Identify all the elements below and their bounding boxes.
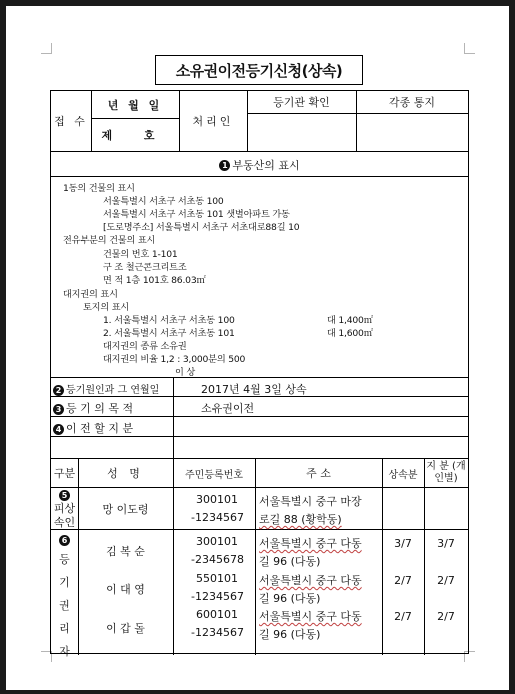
heir-portion: 2/7	[437, 573, 455, 587]
property-line: 건물의 번호 1-101	[103, 249, 178, 260]
property-line: 서울특별시 서초구 서초동 100	[103, 196, 224, 207]
property-header	[51, 154, 468, 176]
process-label: 처리인	[192, 115, 234, 128]
share-label: 이 전 할 지 분	[66, 422, 134, 435]
purpose-value: 소유권이전	[201, 402, 255, 415]
document-page	[6, 6, 509, 690]
col-portion-header: 지 분 (개인별)	[426, 461, 466, 484]
heir-address-line2: 길 96 (다동)	[259, 592, 321, 605]
col-address-header: 주 소	[306, 467, 331, 480]
heir-id-line1: 600101	[196, 608, 238, 621]
land-area-1: 대 1,400㎡	[327, 315, 373, 326]
circled-number-5-icon: 5	[59, 490, 70, 501]
property-line: 구 조 철근콘크리트조	[103, 262, 187, 273]
document-title: 소유권이전등기신청(상속)	[155, 55, 363, 85]
col-share-header: 상속분	[388, 469, 418, 481]
heir-id-line1: 550101	[196, 572, 238, 585]
property-line: 1. 서울특별시 서초구 서초동 100	[103, 315, 235, 326]
purpose-label: 등 기 의 목 적	[66, 402, 134, 415]
circled-number-4-icon: 4	[53, 424, 64, 435]
receipt-label: 접 수	[54, 115, 88, 128]
deceased-name: 망 이도령	[102, 502, 149, 516]
property-line: 서울특별시 서초구 서초동 101 샛별아파트 가동	[103, 209, 290, 220]
circled-number-3-icon: 3	[53, 404, 64, 415]
crop-mark-top-left	[41, 43, 52, 54]
heir-name: 이 갑 돌	[106, 622, 145, 635]
purpose-label-cell	[53, 400, 133, 416]
deceased-address-line1: 서울특별시 중구 마장	[259, 495, 362, 508]
property-header-label: 부동산의 표시	[232, 159, 300, 172]
heir-id-line2: -1234567	[191, 590, 244, 603]
heirs-type-cell	[51, 533, 78, 663]
col-name-header: 성 명	[107, 467, 144, 480]
heir-name: 이 대 영	[106, 583, 145, 596]
receipt-date-label: 년 월 일	[107, 98, 163, 112]
circled-number-2-icon: 2	[53, 385, 64, 396]
heirs-label: 등기권리자	[59, 553, 70, 658]
heir-id-line2: -2345678	[191, 553, 244, 566]
heir-name: 김 복 순	[106, 545, 145, 558]
property-line: 이 상	[175, 367, 196, 378]
col-type-header: 구분	[53, 467, 76, 480]
property-line: 전유부분의 건물의 표시	[63, 235, 156, 246]
deceased-id-line1: 300101	[196, 493, 238, 506]
property-line: 대지권의 표시	[63, 289, 118, 300]
property-line: 2. 서울특별시 서초구 서초동 101	[103, 328, 235, 339]
deceased-type-cell	[51, 488, 78, 530]
col-id-header: 주민등록번호	[185, 469, 243, 481]
heir-id-line1: 300101	[196, 535, 238, 548]
crop-mark-top-right	[464, 43, 475, 54]
deceased-id-line2: -1234567	[191, 511, 244, 524]
property-line: 대지권의 비율 1,2 : 3,000분의 500	[103, 354, 246, 365]
heir-id-line2: -1234567	[191, 626, 244, 639]
circled-number-6-icon: 6	[59, 535, 70, 546]
share-label-cell	[53, 420, 133, 436]
land-area-2: 대 1,600㎡	[327, 328, 373, 339]
property-line: [도로명주소] 서울특별시 서초구 서초대로88길 10	[103, 222, 300, 233]
notice-label: 각종 통지	[388, 96, 435, 109]
heir-address-line1: 서울특별시 중구 다동	[259, 537, 362, 550]
property-line: 대지권의 종류 소유권	[103, 341, 187, 352]
heir-share: 2/7	[394, 573, 412, 587]
deceased-address-line2: 로길 88 (황학동)	[259, 513, 342, 526]
application-form	[50, 90, 469, 658]
property-line: 토지의 표시	[83, 302, 130, 313]
deceased-label: 피상속인	[53, 502, 76, 529]
heir-portion: 3/7	[437, 536, 455, 550]
heir-address-line2: 길 96 (다동)	[259, 628, 321, 641]
cause-value: 2017년 4월 3일 상속	[201, 383, 307, 396]
heir-portion: 2/7	[437, 609, 455, 623]
officer-check-label: 등기관 확인	[273, 96, 330, 109]
cause-label-cell	[53, 381, 159, 396]
heir-share: 2/7	[394, 609, 412, 623]
cause-label: 등기원인과 그 연월일	[66, 385, 160, 396]
circled-number-1-icon: 1	[219, 160, 230, 171]
heir-address-line1: 서울특별시 중구 다동	[259, 574, 362, 587]
heir-share: 3/7	[394, 536, 412, 550]
property-line: 1동의 건물의 표시	[63, 183, 135, 194]
heir-address-line2: 길 96 (다동)	[259, 555, 321, 568]
property-line: 면 적 1층 101호 86.03㎡	[103, 275, 206, 286]
receipt-number-label: 제 호	[101, 128, 169, 142]
heir-address-line1: 서울특별시 중구 다동	[259, 610, 362, 623]
